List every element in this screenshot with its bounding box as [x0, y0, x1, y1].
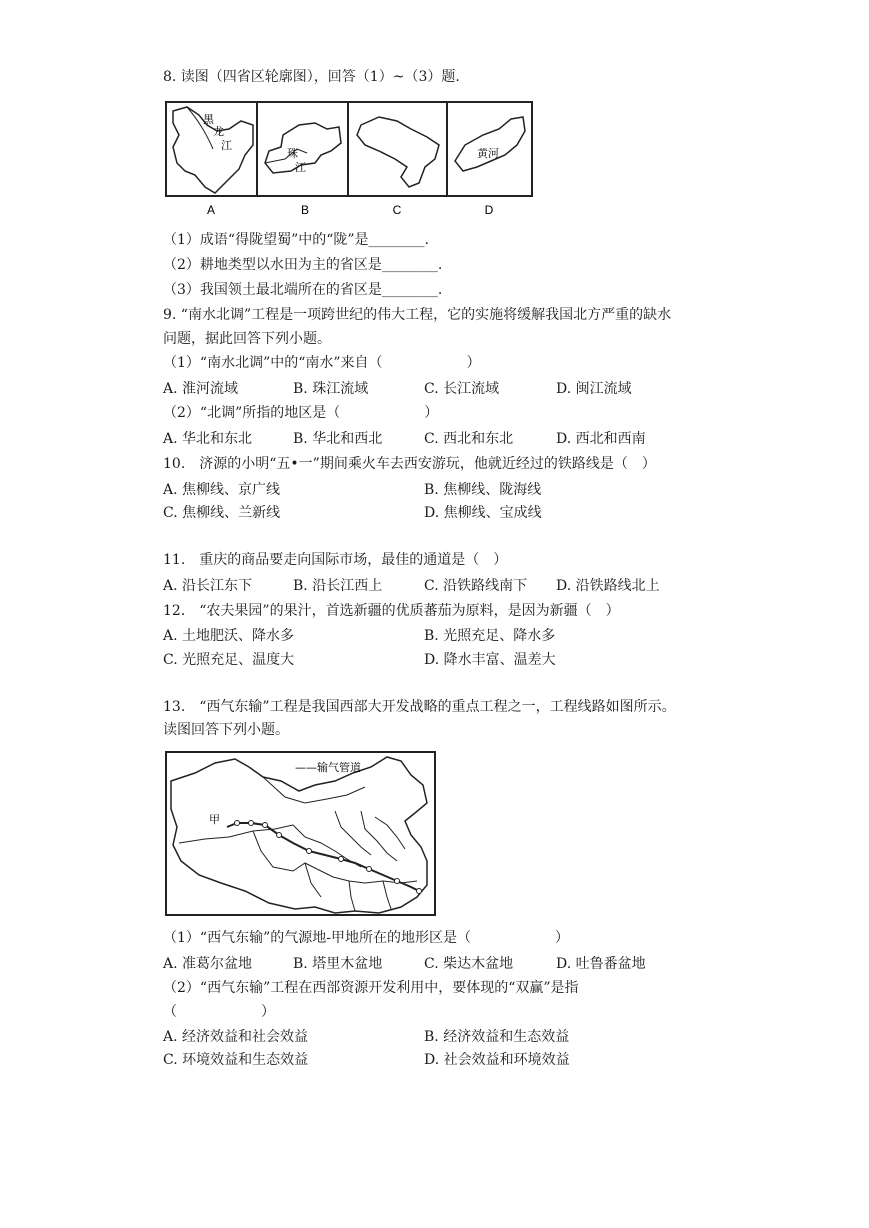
q9-sub2-option-b: B. 华北和西北 — [293, 431, 383, 447]
q13-sub2-option-d: D. 社会效益和环境效益 — [424, 1052, 570, 1068]
q10-option-b: B. 焦柳线、陇海线 — [424, 482, 542, 498]
pipeline-node — [277, 833, 282, 838]
q8-sub2: （2）耕地类型以水田为主的省区是________. — [163, 257, 443, 273]
q9-sub2-option-d: D. 西北和西南 — [556, 431, 646, 447]
pipeline-node — [395, 879, 400, 884]
fig-label-b: B — [300, 203, 310, 217]
q9-sub1-option-a: A. 淮河流域 — [163, 381, 239, 397]
map-text-long: 龙 — [213, 125, 224, 138]
pipeline-node — [263, 823, 268, 828]
q13-stem-line1: 13. “西气东输”工程是我国西部大开发战略的重点工程之一，工程线路如图所示。 — [163, 699, 676, 715]
q13-sub1-option-b: B. 塔里木盆地 — [293, 956, 383, 972]
q10-option-d: D. 焦柳线、宝成线 — [424, 505, 542, 521]
q11-option-b: B. 沿长江西上 — [293, 578, 383, 594]
q9-sub2-option-c: C. 西北和东北 — [424, 431, 514, 447]
pipeline-node — [367, 867, 372, 872]
pipeline-node — [235, 821, 240, 826]
q12-option-b: B. 光照充足、降水多 — [424, 628, 556, 644]
q11-option-c: C. 沿铁路线南下 — [424, 578, 528, 594]
q13-sub2-line1: （2）“西气东输”工程在西部资源开发利用中，要体现的“双赢”是指 — [163, 980, 579, 996]
q9-sub1-option-b: B. 珠江流域 — [293, 381, 369, 397]
q13-stem-line2: 读图回答下列小题。 — [163, 722, 289, 738]
four-provinces-outline-figure — [165, 101, 535, 221]
boundary-shanxi — [361, 811, 397, 861]
west-east-gas-pipeline-map — [165, 751, 437, 917]
pipeline-node — [307, 849, 312, 854]
map-legend-pipeline: ——输气管道 — [295, 761, 361, 774]
q13-sub1-option-a: A. 准葛尔盆地 — [163, 956, 253, 972]
q13-sub1: （1）“西气东输”的气源地-甲地所在的地形区是（ ） — [163, 930, 569, 946]
q11-stem: 11. 重庆的商品要走向国际市场，最佳的通道是（ ） — [163, 552, 508, 568]
map-text-hei: 黑 — [203, 113, 214, 126]
boundary-sichuan — [305, 863, 321, 897]
map-text-huanghe: 黄河 — [477, 147, 499, 160]
china-outline — [171, 757, 427, 913]
q9-sub2-option-a: A. 华北和东北 — [163, 431, 253, 447]
q9-sub1-option-c: C. 长江流域 — [424, 381, 500, 397]
boundary-hunan — [383, 881, 391, 909]
map-text-jiang-b: 江 — [295, 161, 306, 174]
q8-stem: 8. 读图（四省区轮廓图），回答（1）~（3）题. — [163, 69, 460, 85]
q12-stem: 12. “农夫果园”的果汁，首选新疆的优质蕃茄为原料，是因为新疆（ ） — [163, 603, 620, 619]
map-text-zhu: 珠 — [287, 147, 298, 160]
q10-option-c: C. 焦柳线、兰新线 — [163, 505, 281, 521]
pipeline-node — [339, 857, 344, 862]
fig-label-c: C — [392, 203, 402, 217]
q9-sub1-option-d: D. 闽江流域 — [556, 381, 632, 397]
q11-option-d: D. 沿铁路线北上 — [556, 578, 660, 594]
q9-sub1: （1）“南水北调”中的“南水”来自（ ） — [163, 355, 481, 371]
map-text-jiang: 江 — [221, 139, 232, 152]
q9-stem-line2: 问题，据此回答下列小题。 — [163, 331, 331, 347]
q13-sub1-option-c: C. 柴达木盆地 — [424, 956, 514, 972]
q13-sub2-option-c: C. 环境效益和生态效益 — [163, 1052, 309, 1068]
q13-sub2-option-b: B. 经济效益和生态效益 — [424, 1029, 570, 1045]
q13-sub2-line2: （ ） — [163, 1004, 275, 1020]
q10-option-a: A. 焦柳线、京广线 — [163, 482, 281, 498]
pipeline-node — [249, 821, 254, 826]
gansu-outline — [357, 117, 439, 187]
fig-label-d: D — [484, 203, 494, 217]
boundary-ningxia — [335, 811, 371, 855]
q9-sub2: （2）“北调”所指的地区是（ ） — [163, 405, 439, 421]
q11-option-a: A. 沿长江东下 — [163, 578, 253, 594]
boundary-guizhou — [349, 881, 355, 911]
fig-label-a: A — [206, 203, 216, 217]
q8-sub1: （1）成语“得陇望蜀”中的“陇”是________. — [163, 232, 429, 248]
shandong-outline — [455, 117, 525, 171]
q13-sub2-option-a: A. 经济效益和社会效益 — [163, 1029, 309, 1045]
pipeline-node — [417, 889, 422, 894]
q12-option-a: A. 土地肥沃、降水多 — [163, 628, 295, 644]
q8-sub3: （3）我国领土最北端所在的省区是________. — [163, 282, 443, 298]
q12-option-d: D. 降水丰富、温差大 — [424, 652, 556, 668]
q10-stem: 10. 济源的小明“五•一”期间乘火车去西安游玩，他就近经过的铁路线是（ ） — [163, 456, 656, 472]
gas-pipeline-line — [227, 823, 419, 891]
boundary-gansu — [293, 825, 361, 867]
q9-stem-line1: 9. “南水北调”工程是一项跨世纪的伟大工程，它的实施将缓解我国北方严重的缺水 — [163, 307, 672, 323]
q12-option-c: C. 光照充足、温度大 — [163, 652, 295, 668]
q13-sub1-option-d: D. 吐鲁番盆地 — [556, 956, 646, 972]
map-label-jia: 甲 — [209, 813, 220, 826]
